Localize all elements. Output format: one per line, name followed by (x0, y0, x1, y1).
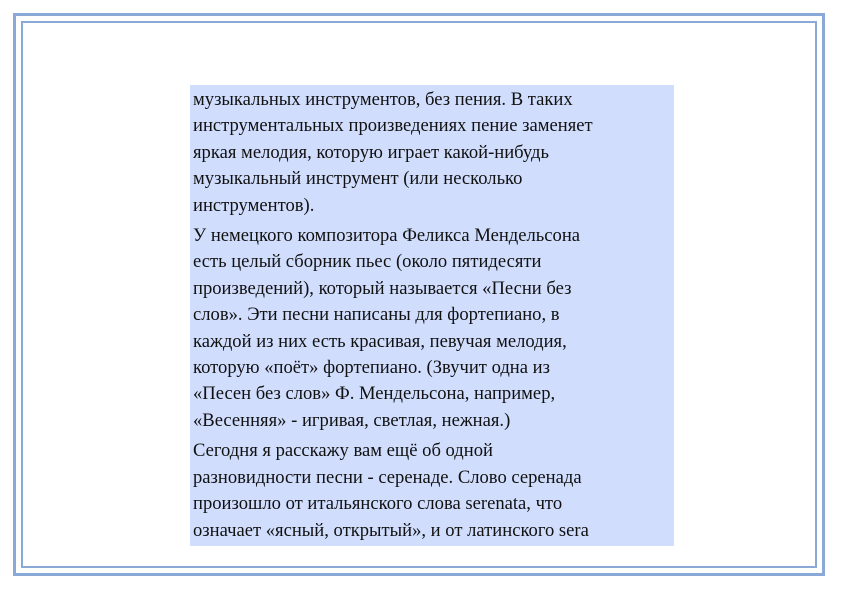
text-line: музыкальных инструментов, без пения. В таких (193, 89, 573, 110)
text-line: «Весенняя» - игривая, светлая, нежная.) (193, 409, 511, 431)
paragraph-1 (193, 87, 672, 219)
text-line: разновидности песни - серенаде. Слово серенада (193, 466, 582, 488)
text-line: инструментов). (193, 194, 315, 216)
text-line: каждой из них есть красивая, певучая мелодия, (193, 330, 567, 352)
paragraph-3 (193, 438, 672, 544)
text-line: произошло от итальянского слова serenata, что (193, 493, 563, 515)
text-line: У немецкого композитора Феликса Мендельсона (193, 225, 581, 247)
text-line: Сегодня я расскажу вам ещё об одной (193, 440, 493, 462)
text-line: слов». Эти песни написаны для фортепиано, в (193, 304, 560, 326)
text-line: произведений), который называется «Песни без (193, 277, 572, 299)
text-line: которую «поёт» фортепиано. (Звучит одна из (193, 357, 550, 379)
paragraph-2 (193, 223, 672, 434)
text-line: музыкальный инструмент (или несколько (193, 168, 523, 190)
text-line: инструментальных произведениях пение заменяет (193, 115, 593, 137)
text-line: яркая мелодия, которую играет какой-нибудь (193, 141, 549, 163)
text-block (190, 85, 674, 546)
text-line: есть целый сборник пьес (около пятидесяти (193, 251, 542, 273)
text-line: означает «ясный, открытый», и от латинского sera (193, 519, 589, 541)
text-line: «Песен без слов» Ф. Мендельсона, например, (193, 383, 556, 405)
